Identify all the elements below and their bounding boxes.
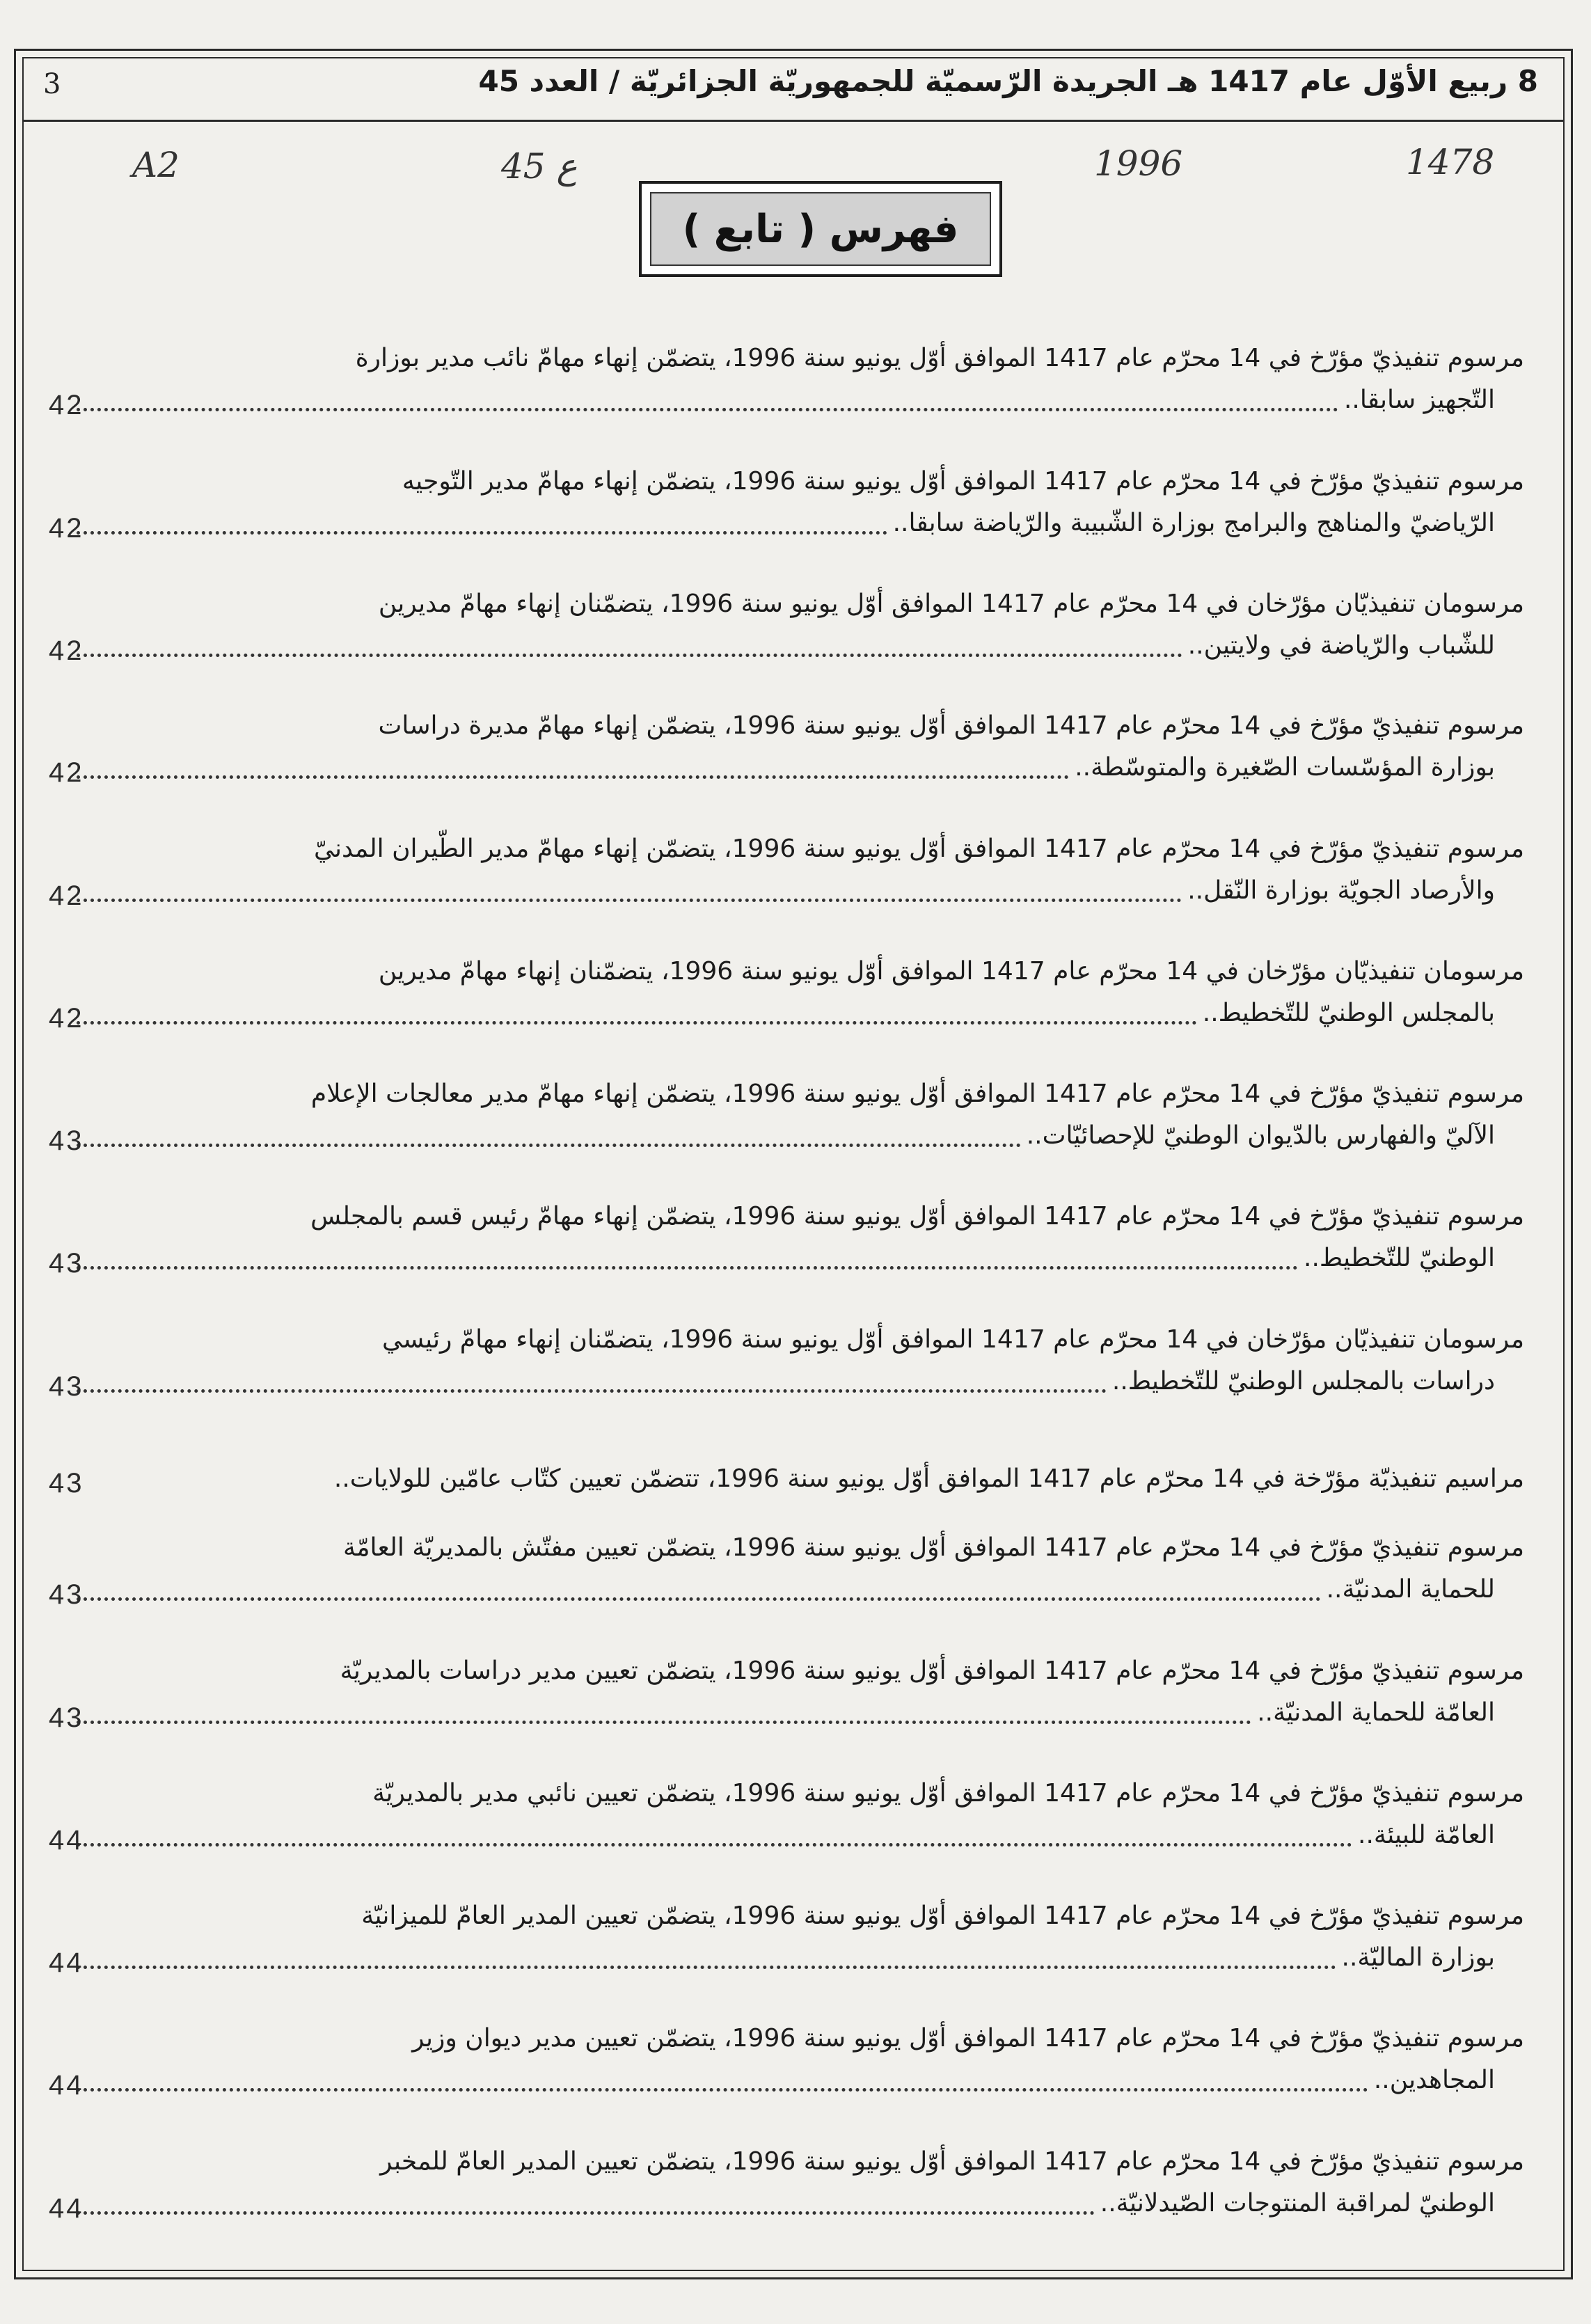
index-entry xyxy=(49,1196,1524,1279)
entry-page-number: 42 xyxy=(49,1003,84,1034)
page-number: 3 xyxy=(43,68,61,100)
entry-line-2: للشّباب والرّياضة في ولايتين.. xyxy=(1187,631,1495,660)
entry-line-1: مرسومان تنفيذيّان مؤرّخان في 14 محرّم عام 1417 الموافق أوّل يونيو سنة 1996، يتضمّنان إنهاء مهامّ مديرين xyxy=(378,957,1524,986)
leader-dots xyxy=(77,993,1197,1025)
index-entry xyxy=(49,583,1524,667)
leader-dots xyxy=(77,1115,1021,1147)
entry-page-number: 43 xyxy=(49,1125,84,1156)
entry-page-number: 44 xyxy=(49,2193,84,2224)
entry-line-1: مرسوم تنفيذيّ مؤرّخ في 14 محرّم عام 1417 الموافق أوّل يونيو سنة 1996، يتضمّن إنهاء مهامّ مديرة دراسات xyxy=(378,711,1524,740)
index-entry xyxy=(49,2018,1524,2101)
index-entry xyxy=(49,951,1524,1034)
entry-line-1: مرسوم تنفيذيّ مؤرّخ في 14 محرّم عام 1417 الموافق أوّل يونيو سنة 1996، يتضمّن تعيين نائبي مدير بالمديريّة xyxy=(372,1779,1524,1808)
index-entry xyxy=(49,2141,1524,2224)
entry-line-2: الوطنيّ للتّخطيط.. xyxy=(1304,1244,1495,1272)
gazette-header-title: 8 ربيع الأوّل عام 1417 هـ الجريدة الرّسميّة للجمهوريّة الجزائريّة / العدد 45 xyxy=(478,64,1538,98)
leader-dots xyxy=(77,1361,1107,1393)
entry-page-number: 43 xyxy=(49,1248,84,1279)
entry-line-1: مرسومان تنفيذيّان مؤرّخان في 14 محرّم عام 1417 الموافق أوّل يونيو سنة 1996، يتضمّنان إنهاء مهامّ مديرين xyxy=(378,590,1524,618)
leader-dots xyxy=(77,1238,1298,1270)
handwritten-note-issue: ع 45 xyxy=(501,146,578,187)
entry-page-number: 42 xyxy=(49,757,84,788)
entry-line-2: للحماية المدنيّة.. xyxy=(1326,1575,1495,1604)
entry-line-2: بوزارة المؤسّسات الصّغيرة والمتوسّطة.. xyxy=(1075,753,1495,782)
entry-page-number: 43 xyxy=(49,1702,84,1733)
entry-page-number: 43 xyxy=(49,1579,84,1610)
entry-line-1: مرسوم تنفيذيّ مؤرّخ في 14 محرّم عام 1417 الموافق أوّل يونيو سنة 1996، يتضمّن تعيين مفتّش بالمديريّة العامّة xyxy=(342,1533,1524,1562)
index-entry xyxy=(49,1073,1524,1157)
entry-line-2: الآليّ والفهارس بالدّيوان الوطنيّ للإحصائيّات.. xyxy=(1026,1121,1495,1150)
entry-line-1: مرسوم تنفيذيّ مؤرّخ في 14 محرّم عام 1417 الموافق أوّل يونيو سنة 1996، يتضمّن إنهاء مهامّ مدير معالجات الإعلام xyxy=(310,1080,1524,1108)
entry-line-2: الوطنيّ لمراقبة المنتوجات الصّيدلانيّة.. xyxy=(1100,2189,1495,2218)
entry-page-number: 42 xyxy=(49,635,84,666)
leader-dots xyxy=(77,2183,1095,2215)
entry-page-number: 43 xyxy=(49,1468,84,1499)
leader-dots xyxy=(77,625,1182,657)
entry-line-1: مرسوم تنفيذيّ مؤرّخ في 14 محرّم عام 1417 الموافق أوّل يونيو سنة 1996، يتضمّن إنهاء مهامّ رئيس قسم بالمجلس xyxy=(310,1202,1524,1231)
entry-page-number: 43 xyxy=(49,1371,84,1402)
leader-dots xyxy=(77,1815,1352,1847)
entry-page-number: 44 xyxy=(49,1825,84,1856)
entry-line-2: التّجهيز سابقا.. xyxy=(1343,386,1495,414)
entry-line-1: مراسيم تنفيذيّة مؤرّخة في 14 محرّم عام 1417 الموافق أوّل يونيو سنة 1996، تتضمّن تعيين كتّاب عامّين للولايات.. xyxy=(333,1464,1524,1493)
entry-line-2: العامّة للبيئة.. xyxy=(1358,1821,1495,1849)
entry-line-1: مرسوم تنفيذيّ مؤرّخ في 14 محرّم عام 1417 الموافق أوّل يونيو سنة 1996، يتضمّن تعيين مدير ديوان وزير xyxy=(412,2024,1524,2053)
entry-page-number: 44 xyxy=(49,2070,84,2101)
index-entry xyxy=(49,705,1524,789)
entry-line-1: مرسوم تنفيذيّ مؤرّخ في 14 محرّم عام 1417 الموافق أوّل يونيو سنة 1996، يتضمّن إنهاء مهامّ مدير الطّيران المدنيّ xyxy=(313,835,1524,863)
index-entry xyxy=(49,828,1524,912)
leader-dots xyxy=(77,1692,1251,1724)
entry-line-2: دراسات بالمجلس الوطنيّ للتّخطيط.. xyxy=(1111,1367,1495,1396)
entry-line-1: مرسوم تنفيذيّ مؤرّخ في 14 محرّم عام 1417 الموافق أوّل يونيو سنة 1996، يتضمّن إنهاء مهامّ مدير التّوجيه xyxy=(402,467,1524,496)
index-entry xyxy=(49,1895,1524,1979)
entry-line-1: مرسوم تنفيذيّ مؤرّخ في 14 محرّم عام 1417 الموافق أوّل يونيو سنة 1996، يتضمّن تعيين المدير العامّ للميزانيّة xyxy=(361,1902,1524,1930)
index-entry xyxy=(49,1650,1524,1734)
entry-line-2: بوزارة الماليّة.. xyxy=(1341,1943,1495,1972)
entry-page-number: 42 xyxy=(49,513,84,544)
leader-dots xyxy=(77,747,1069,779)
index-entry xyxy=(49,461,1524,544)
entry-page-number: 44 xyxy=(49,1947,84,1978)
entry-page-number: 42 xyxy=(49,390,84,420)
entry-line-2: والأرصاد الجويّة بوزارة النّقل.. xyxy=(1187,876,1495,905)
leader-dots xyxy=(77,1937,1336,1969)
leader-dots xyxy=(77,1569,1321,1601)
entry-line-1: مرسوم تنفيذيّ مؤرّخ في 14 محرّم عام 1417 الموافق أوّل يونيو سنة 1996، يتضمّن إنهاء مهامّ نائب مدير بوزارة xyxy=(355,344,1524,372)
entry-line-2: الرّياضيّ والمناهج والبرامج بوزارة الشّبيبة والرّياضة سابقا.. xyxy=(892,509,1495,537)
index-entry xyxy=(49,1319,1524,1402)
index-title: فهرس ( تابع ) xyxy=(682,206,959,252)
leader-dots xyxy=(77,503,887,535)
handwritten-note-year: 1996 xyxy=(1094,143,1183,184)
entry-page-number: 42 xyxy=(49,880,84,911)
entry-line-2: العامّة للحماية المدنيّة.. xyxy=(1257,1698,1495,1727)
leader-dots xyxy=(77,379,1338,411)
index-entry xyxy=(49,1773,1524,1856)
index-entry xyxy=(49,1527,1524,1611)
entry-line-1: مرسوم تنفيذيّ مؤرّخ في 14 محرّم عام 1417 الموافق أوّل يونيو سنة 1996، يتضمّن تعيين مدير دراسات بالمديريّة xyxy=(340,1657,1524,1685)
handwritten-note-left: A2 xyxy=(132,145,180,185)
handwritten-note-right: 1478 xyxy=(1406,142,1495,182)
leader-dots xyxy=(77,870,1182,902)
leader-dots xyxy=(77,2060,1368,2092)
index-entry xyxy=(49,1458,1524,1500)
entry-line-2: المجاهدين.. xyxy=(1373,2066,1495,2094)
entry-line-1: مرسوم تنفيذيّ مؤرّخ في 14 محرّم عام 1417 الموافق أوّل يونيو سنة 1996، يتضمّن تعيين المدير العامّ للمخبر xyxy=(380,2147,1524,2176)
entry-line-1: مرسومان تنفيذيّان مؤرّخان في 14 محرّم عام 1417 الموافق أوّل يونيو سنة 1996، يتضمّنان إنهاء مهامّ رئيسي xyxy=(381,1325,1524,1354)
index-entry xyxy=(49,338,1524,421)
entry-line-2: بالمجلس الوطنيّ للتّخطيط.. xyxy=(1202,999,1495,1027)
